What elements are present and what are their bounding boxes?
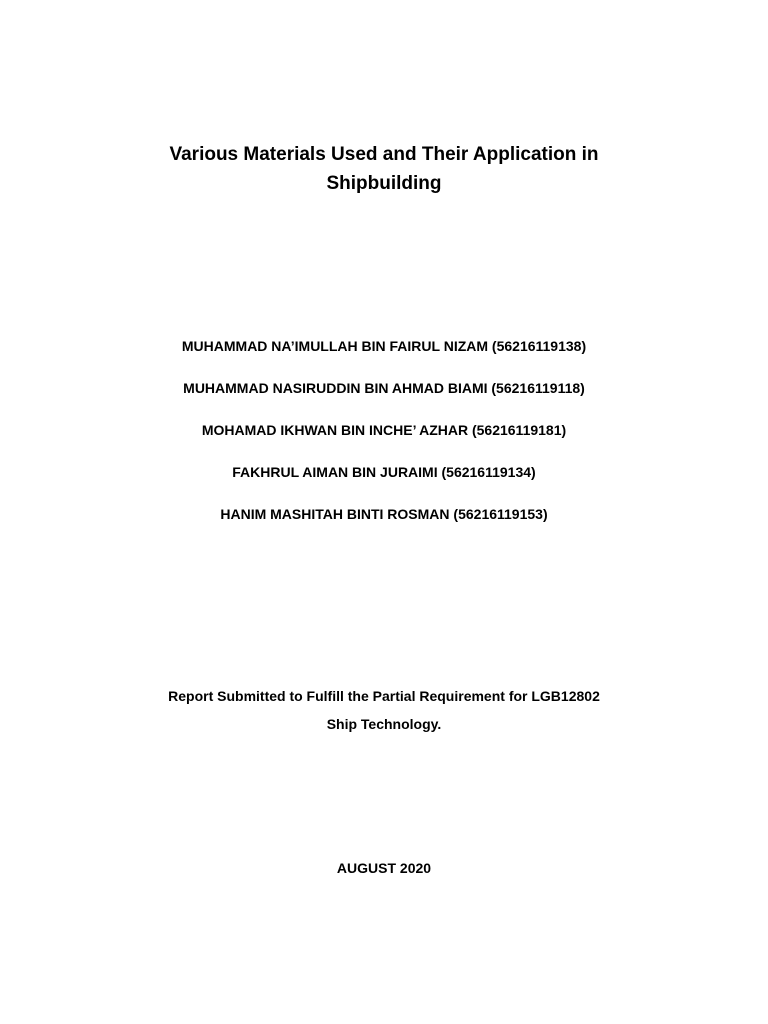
- submission-line-2: Ship Technology.: [326, 716, 442, 732]
- submission-line-1: Report Submitted to Fulfill the Partial Requirement for LGB12802: [168, 688, 600, 704]
- author-2: MUHAMMAD NASIRUDDIN BIN AHMAD BIAMI (56216119118): [183, 380, 585, 396]
- author-4: FAKHRUL AIMAN BIN JURAIMI (56216119134): [232, 464, 536, 480]
- submission-date: AUGUST 2020: [336, 860, 432, 876]
- submission-statement: [0, 686, 768, 742]
- title-line-1: Various Materials Used and Their Application in: [169, 144, 599, 165]
- report-title: [0, 140, 768, 198]
- author-5: HANIM MASHITAH BINTI ROSMAN (56216119153): [220, 506, 548, 522]
- author-3: MOHAMAD IKHWAN BIN INCHE’ AZHAR (56216119181): [201, 422, 567, 438]
- author-1: MUHAMMAD NA’IMULLAH BIN FAIRUL NIZAM (56216119138): [181, 338, 587, 354]
- author-list: [0, 336, 768, 546]
- title-line-2: Shipbuilding: [326, 173, 442, 194]
